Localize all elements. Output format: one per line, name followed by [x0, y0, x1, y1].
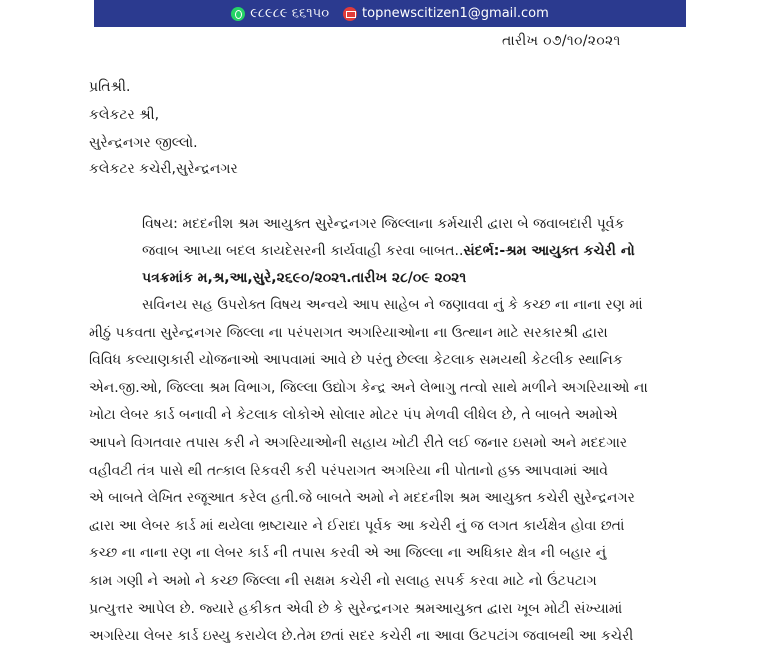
subject-line-2 — [142, 238, 686, 265]
subject-reference-number: પત્રક્રમાંક મ,શ્ર,આ,સુરે,૨૬૯૦/૨૦૨૧.તારીખ ૨૮/૦૯ ૨૦૨૧ — [142, 270, 467, 286]
body-line: વહીવટી તંત્ર પાસે થી તત્કાલ રિકવરી કરી પરંપરાગત અગરિયા ની પોતાનો હક્ક આપવામાં આવે — [89, 462, 609, 479]
body-line: અગરિયા લેબર કાર્ડ ઇસ્યુ કરાયેલ છે.તેમ છતાં સદર કચેરી ના આવા ઉટપટાંગ જવાબથી આ કચેરી — [89, 628, 634, 645]
whatsapp-icon — [231, 7, 245, 21]
addressee-line-1: પ્રતિશ્રી. — [89, 79, 131, 95]
letterhead-contact-bar — [94, 0, 686, 27]
body-line: દ્વારા આ લેબર કાર્ડ માં થયેલા ભ્રષ્ટાચાર ને ઈરાદા પૂર્વક આ કચેરી નું જ લગત કાર્યક્ષેત્ર હોવા છતાં — [89, 517, 625, 534]
body-line: એ બાબતે લેખિત રજૂઆત કરેલ હતી.જે બાબતે અમો ને મદદનીશ શ્રમ આયુક્ત કચેરી સુરેન્દ્રનગર — [89, 490, 635, 507]
letter-date: તારીખ ૦૭/૧૦/૨૦૨૧ — [502, 33, 621, 49]
body-line — [89, 292, 687, 320]
subject-line-2-text: જવાબ આપ્યા બદલ કાયદેસરની કાર્યવાહી કરવા બાબત.. — [142, 243, 464, 259]
body-line: પ્રત્યુત્તર આપેલ છે. જ્યારે હકીકત એવી છે કે સુરેન્દ્રનગર શ્રમઆયુક્ત દ્વારા ખૂબ મોટી સંખ્યામાં — [89, 600, 623, 617]
phone-contact — [231, 6, 329, 21]
addressee-line-3: સુરેન્દ્રનગર જીલ્લો. — [89, 135, 198, 151]
body-line: વિવિધ કલ્યાણકારી યોજનાઓ આપવામાં આવે છે પરંતુ છેલ્લા કેટલાક સમયથી કેટલીક સ્થાનિક — [89, 352, 623, 369]
phone-number: ૯૮૯૮૯ ૬૬૧૫૦ — [250, 6, 330, 21]
mail-icon — [343, 7, 357, 21]
body-line: આપને વિગતવાર તપાસ કરી ને અગરિયાઓની સહાય ખોટી રીતે લઈ જનાર ઇસમો અને મદદગાર — [89, 434, 628, 451]
email-contact — [343, 6, 549, 21]
addressee-line-4: કલેકટર કચેરી,સુરેન્દ્રનગર — [89, 161, 238, 177]
body-line: એન.જી.ઓ, જિલ્લા શ્રમ વિભાગ, જિલ્લા ઉદ્યોગ કેન્દ્ર અને લેભાગુ તત્વો સાથે મળીને અગરિયાઓ ના — [89, 379, 648, 396]
subject-reference: સંદર્ભ:-શ્રમ આયુક્ત કચેરી નો — [463, 243, 635, 259]
body-line-text: સવિનય સહ ઉપરોક્ત વિષય અન્વયે આપ સાહેબ ને જણાવવા નું કે કચ્છ ના નાના રણ માં — [142, 297, 643, 313]
body-line: કામ ગણી ને અમો ને કચ્છ જિલ્લા ની સક્ષમ કચેરી નો સલાહ સપર્ક કરવા માટે નો ઉંટપટાગ — [89, 572, 597, 589]
letter-body — [89, 292, 687, 651]
subject-block — [142, 211, 686, 292]
addressee-line-2: કલેકટર શ્રી, — [89, 107, 160, 123]
subject-line-3 — [142, 265, 686, 292]
subject-line-1: વિષય: મદદનીશ શ્રમ આયુક્ત સુરેન્દ્રનગર જિલ્લાના કર્મચારી દ્વારા બે જવાબદારી પૂર્વક — [142, 216, 625, 232]
body-line: ખોટા લેબર કાર્ડ બનાવી ને કેટલાક લોકોએ સોલાર મોટર પંપ મેળવી લીધેલ છે, તે બાબતે અમોએ — [89, 407, 618, 424]
body-line: મીઠું પકવતા સુરેન્દ્રનગર જિલ્લા ના પરંપરાગત અગરિયાઓના ના ઉત્થાન માટે સરકારશ્રી દ્વારા — [89, 324, 608, 341]
email-address: topnewscitizen1@gmail.com — [362, 6, 549, 21]
body-line: કચ્છ ના નાના રણ ના લેબર કાર્ડ ની તપાસ કરવી એ આ જિલ્લા ના અધિકાર ક્ષેત્ર ની બહાર નું — [89, 545, 607, 562]
